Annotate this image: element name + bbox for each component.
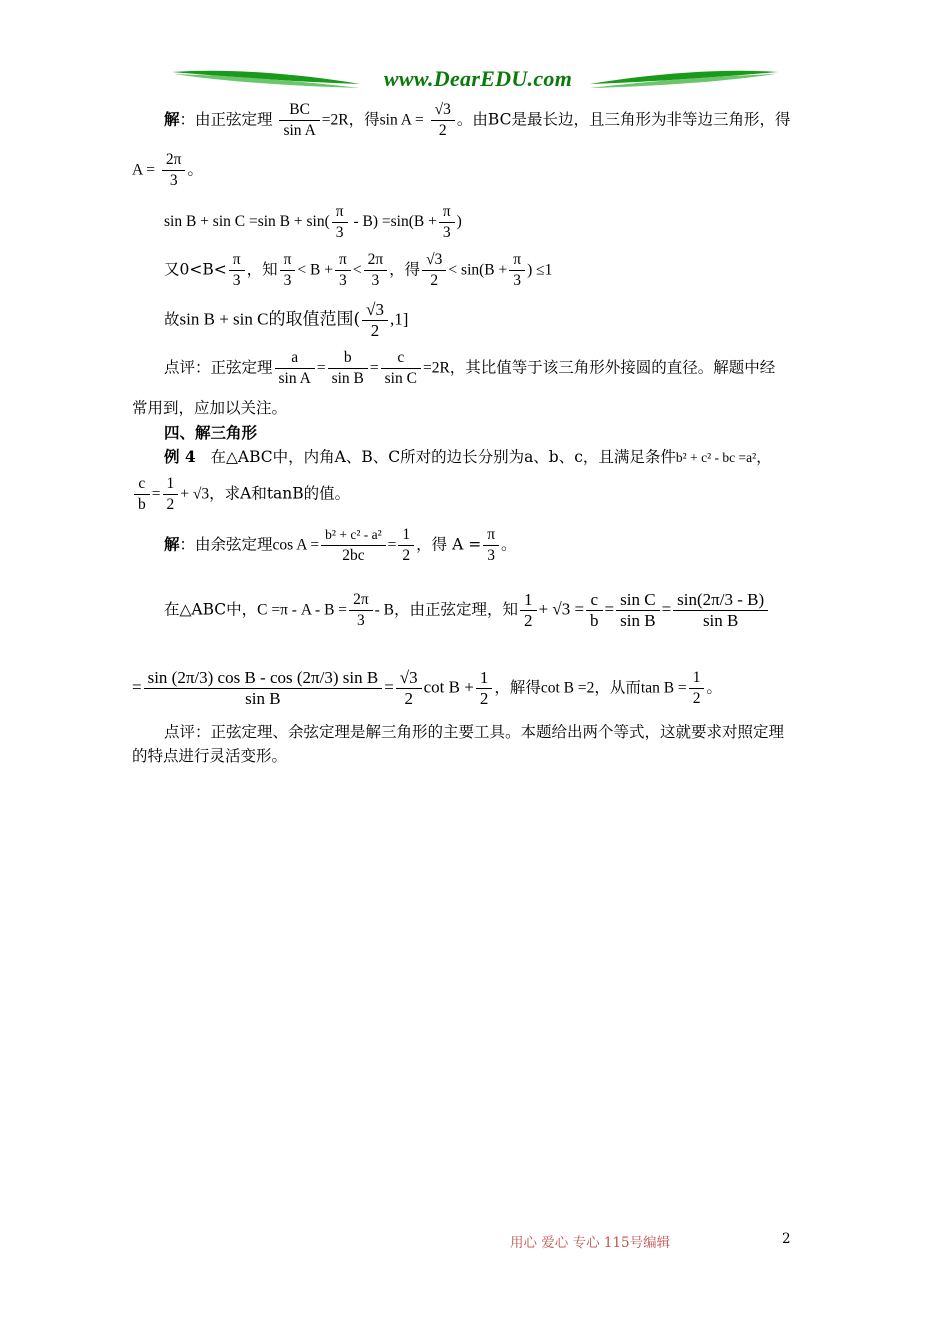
math-text: cot B +: [423, 677, 474, 697]
numerator: c: [138, 475, 146, 492]
denominator: sin A: [279, 120, 319, 141]
math-text: tan B =: [640, 679, 687, 697]
denominator: sin B: [616, 610, 659, 631]
fraction: [439, 202, 455, 243]
math-text: cos A =: [272, 536, 320, 554]
math-text: cot B =2: [540, 679, 595, 697]
fraction: [335, 250, 351, 291]
inequality-line: [164, 250, 552, 291]
denominator: sin B: [673, 610, 768, 631]
math-text: + √3 =: [538, 599, 585, 619]
fraction: [162, 150, 186, 191]
fraction: [362, 300, 388, 341]
math-text: < B +: [297, 261, 333, 279]
numerator: 2π: [353, 591, 369, 608]
text: ，得: [348, 110, 380, 129]
denominator: 2: [396, 688, 422, 709]
denominator: 3: [509, 270, 525, 291]
fraction: [275, 348, 315, 389]
example4-line2: $\frac{c}{b}$ = $\frac{1}{2}$ + √3，求A和tanB的值。: [132, 474, 350, 515]
numerator: 2π: [165, 151, 182, 168]
text: 。由BC是最长边，且三角形为非等边三角形，得: [456, 110, 791, 129]
denominator: 3: [364, 270, 388, 291]
numerator: √3: [426, 251, 443, 268]
footer-note: 用心 爱心 专心 115号编辑: [510, 1235, 671, 1251]
cot-line: [132, 668, 722, 709]
math-text: =2R: [321, 111, 349, 129]
fraction: [689, 668, 705, 709]
text: ，求A和tanB的值。: [209, 484, 351, 503]
denominator: 3: [349, 610, 373, 631]
math-text: ,1]: [389, 309, 409, 329]
denominator: 3: [162, 170, 186, 191]
math-text: + √3: [180, 485, 210, 503]
numerator: b² + c² - a²: [325, 527, 382, 542]
denominator: 2: [362, 320, 388, 341]
text: 在△ABC中，: [164, 600, 258, 619]
range-line: [164, 300, 408, 341]
denominator: 3: [229, 270, 245, 291]
fraction: [280, 250, 296, 291]
math-text: =: [384, 677, 394, 697]
math-text: sin B + sin C =sin B + sin(: [164, 213, 330, 231]
comment1-line: 点评：正弦定理 $\frac{a}{\text{sin A}}$ = $\frac{b}{\text{sin B}}$ = $\frac{c}{\text{sin C}}$ =2R，其比值等于该三角形外接圆的直径。解题中经: [164, 349, 776, 387]
denominator: 2: [476, 688, 493, 709]
text: ，知: [246, 260, 278, 279]
numerator: π: [338, 251, 347, 268]
math-text: ) ≤1: [527, 261, 553, 279]
numerator: √3: [366, 300, 384, 319]
denominator: sin A: [275, 368, 315, 389]
denominator: 3: [439, 222, 455, 243]
denominator: 2: [422, 270, 446, 291]
text: 在△ABC中，内角A、B、C所对的边长分别为a、b、c，且满足条件: [210, 448, 676, 466]
text: ，解得: [494, 678, 541, 697]
fraction: [483, 525, 499, 566]
math-text: ): [456, 213, 462, 231]
numerator: sin (2π/3) cos B - cos (2π/3) sin B: [147, 668, 379, 687]
numerator: √3: [434, 101, 451, 118]
numerator: 1: [166, 475, 175, 492]
numerator: √3: [399, 668, 418, 687]
denominator: b: [586, 610, 603, 631]
text: 的取值范围(: [268, 309, 361, 330]
fraction: [476, 668, 493, 709]
solution1-line: [164, 100, 790, 141]
text: ，: [756, 448, 772, 466]
fraction: [328, 348, 368, 389]
numerator: sin(2π/3 - B): [677, 590, 765, 609]
denominator: 3: [335, 270, 351, 291]
numerator: 1: [692, 669, 701, 686]
math-text: =: [387, 536, 397, 554]
math-text: - B: [374, 601, 395, 619]
denominator: sin B: [144, 688, 383, 709]
fraction: [431, 100, 455, 141]
math-text: sin A =: [379, 111, 424, 129]
fraction: [134, 474, 150, 515]
math-text: =: [661, 599, 672, 619]
page-number: 2: [782, 1231, 791, 1247]
denominator: 3: [483, 545, 499, 566]
fraction: [586, 590, 603, 631]
denominator: 3: [280, 270, 296, 291]
denominator: sin C: [381, 368, 421, 389]
numerator: c: [397, 349, 405, 366]
numerator: π: [442, 203, 451, 220]
math-text: C =π - A - B =: [257, 601, 348, 619]
text: 故: [164, 310, 180, 329]
denominator: sin B: [328, 368, 368, 389]
solution2-line: [164, 525, 517, 566]
fraction: [398, 525, 414, 566]
fraction: [520, 590, 537, 631]
numerator: π: [232, 251, 241, 268]
text: ，得: [389, 260, 421, 279]
denominator: 2: [163, 494, 179, 515]
numerator: sin C: [620, 590, 656, 609]
numerator: π: [335, 203, 344, 220]
solution1-line2: [132, 150, 203, 191]
denominator: b: [134, 494, 150, 515]
text: ，由正弦定理，知: [394, 600, 519, 619]
text: ，从而: [594, 678, 641, 697]
fraction: [349, 590, 373, 631]
fraction: [509, 250, 525, 291]
fraction: [616, 590, 659, 631]
math-text: A =: [132, 161, 155, 179]
equation-line: [164, 202, 462, 243]
numerator: 1: [402, 526, 411, 543]
math-text: b² + c² - bc =a²: [675, 450, 757, 465]
fraction: [163, 474, 179, 515]
numerator: BC: [289, 101, 310, 118]
numerator: c: [590, 590, 599, 609]
site-logo: www.DearEDU.com: [383, 66, 573, 91]
math-text: < sin(B +: [448, 261, 508, 279]
fraction: [364, 250, 388, 291]
numerator: π: [283, 251, 292, 268]
numerator: b: [343, 349, 352, 366]
text: 又0<B<: [164, 260, 227, 279]
denominator: 2: [689, 688, 705, 709]
text: ，得 A =: [416, 535, 482, 554]
text: ，其比值等于该三角形外接圆的直径。解题中经: [449, 358, 776, 377]
example-label: 例 4: [164, 447, 196, 466]
comment1-line2: 常用到，应加以关注。: [132, 399, 288, 417]
fraction: [673, 590, 768, 631]
fraction: [229, 250, 245, 291]
numerator: 2π: [367, 251, 384, 268]
text: 点评：正弦定理: [164, 358, 273, 377]
math-text: =: [132, 677, 142, 697]
fraction: [422, 250, 446, 291]
solution-lead: 解: [164, 534, 180, 554]
math-text: sin B + sin C: [179, 309, 269, 329]
solution-lead: 解: [164, 109, 180, 129]
numerator: a: [291, 349, 299, 366]
denominator: 2bc: [321, 545, 386, 566]
text: ：由正弦定理: [179, 110, 273, 129]
text: 。: [706, 678, 722, 697]
numerator: 1: [524, 590, 533, 609]
denominator: 2: [398, 545, 414, 566]
fraction: [396, 668, 422, 709]
comment2-line: 点评：正弦定理、余弦定理是解三角形的主要工具。本题给出两个等式，这就要求对照定理: [164, 723, 785, 741]
sine-rule-line: [164, 590, 770, 631]
page-header: [170, 62, 780, 96]
example4-line: [164, 447, 772, 468]
text: 。: [187, 160, 203, 179]
fraction: [321, 525, 386, 566]
numerator: 1: [479, 668, 489, 687]
math-text: =2R: [422, 359, 450, 377]
math-text: <: [352, 261, 362, 279]
numerator: π: [487, 526, 496, 543]
section-title: 四、解三角形: [164, 423, 258, 442]
fraction: [332, 202, 348, 243]
fraction: [144, 668, 383, 709]
fraction: [381, 348, 421, 389]
math-text: =: [604, 599, 615, 619]
math-text: - B) =sin(B +: [349, 213, 437, 231]
comment2-line2: 的特点进行灵活变形。: [132, 747, 288, 765]
text: 。: [501, 535, 517, 554]
denominator: 3: [332, 222, 348, 243]
fraction: [279, 100, 319, 141]
denominator: 2: [431, 120, 455, 141]
text: ：由余弦定理: [179, 535, 273, 554]
denominator: 2: [520, 610, 537, 631]
numerator: π: [513, 251, 522, 268]
